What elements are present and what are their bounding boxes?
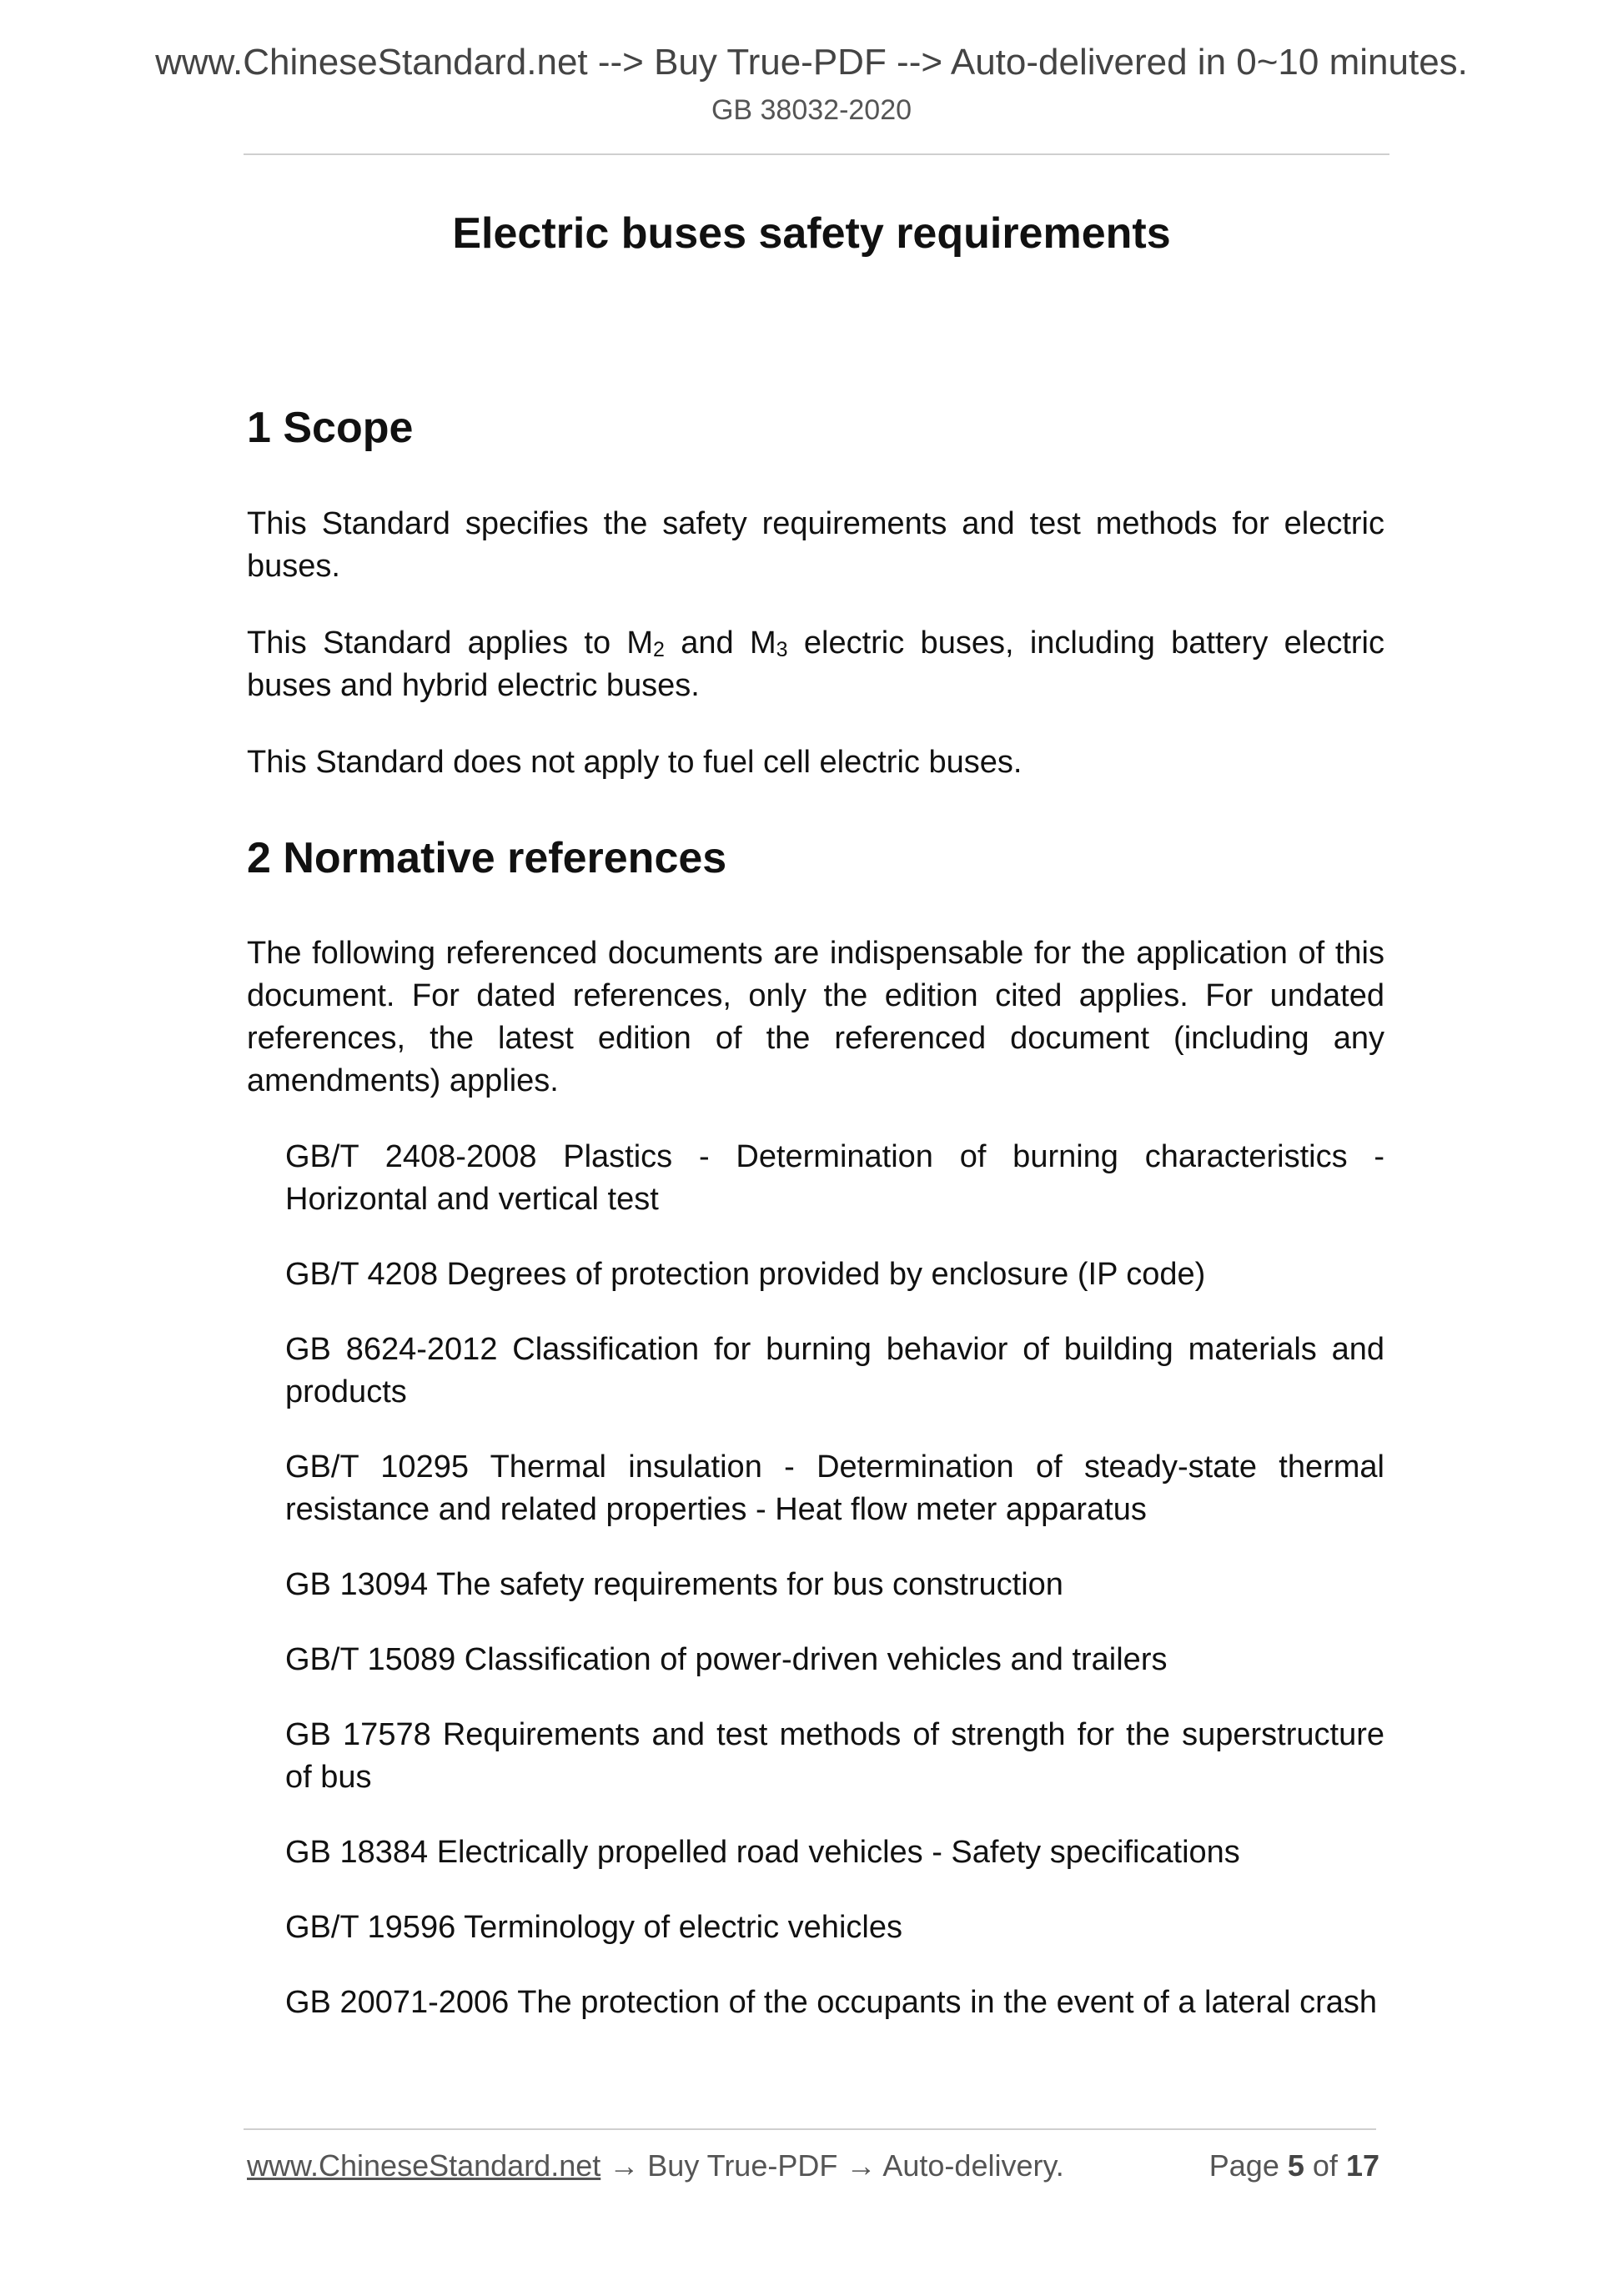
page-label: Page — [1208, 2148, 1279, 2183]
page-current: 5 — [1287, 2148, 1304, 2183]
footer-divider — [244, 2128, 1376, 2130]
header-banner: www.ChineseStandard.net --> Buy True-PDF --> Auto-delivered in 0~10 minutes. — [155, 42, 1468, 83]
page-header — [0, 40, 1623, 128]
footer-buy-text: Buy True-PDF — [647, 2148, 838, 2183]
footer-site-link[interactable]: www.ChineseStandard.net — [247, 2148, 601, 2183]
document-title: Electric buses safety requirements — [452, 209, 1171, 258]
section-heading-scope: 1 Scope — [247, 404, 414, 452]
page-footer — [247, 2145, 1379, 2187]
standard-number: GB 38032-2020 — [711, 94, 912, 126]
scope-p2-text-c: electric buses, including battery electric buses and hybrid electric buses. — [247, 625, 1384, 703]
reference-item: GB 20071-2006 The protection of the occupants in the event of a lateral crash — [285, 1985, 1378, 2020]
page-total: 17 — [1345, 2148, 1379, 2183]
reference-item: GB 18384 Electrically propelled road vehicles - Safety specifications — [285, 1835, 1240, 1870]
scope-paragraph-2 — [247, 622, 1384, 707]
reference-item: GB/T 2408-2008 Plastics - Determination of burning characteristics - Horizontal and vertical test — [285, 1139, 1384, 1217]
reference-item: GB 17578 Requirements and test methods of strength for the superstructure of bus — [285, 1717, 1384, 1795]
scope-p2-text-b: and M — [664, 625, 776, 661]
reference-item: GB/T 19596 Terminology of electric vehicles — [285, 1910, 902, 1945]
subscript-3: 3 — [776, 638, 788, 661]
reference-list — [285, 1136, 1384, 2057]
section-heading-normative-references: 2 Normative references — [247, 834, 727, 882]
footer-delivery-text: Auto-delivery. — [882, 2148, 1064, 2183]
scope-paragraph-3: This Standard does not apply to fuel cell electric buses. — [247, 745, 1023, 780]
arrow-right-icon: → — [609, 2148, 640, 2183]
header-divider — [244, 153, 1389, 155]
scope-p2-text-a: This Standard applies to M — [247, 625, 654, 661]
reference-item: GB/T 15089 Classification of power-driven vehicles and trailers — [285, 1642, 1168, 1677]
reference-item: GB/T 4208 Degrees of protection provided by enclosure (IP code) — [285, 1257, 1206, 1292]
reference-item: GB/T 10295 Thermal insulation - Determination of steady-state thermal resistance and related properties - Heat flow meter apparatus — [285, 1449, 1384, 1527]
page-number — [1209, 2145, 1379, 2187]
reference-item: GB 13094 The safety requirements for bus construction — [285, 1567, 1063, 1602]
scope-paragraph-1: This Standard specifies the safety requirements and test methods for electric buses. — [247, 506, 1384, 584]
normative-intro-paragraph: The following referenced documents are indispensable for the application of this document. For dated references, only the edition cited applies. For undated references, the latest edition of the referenced document (including any amendments) applies. — [247, 936, 1384, 1098]
page-of-label: of — [1312, 2148, 1338, 2183]
reference-item: GB 8624-2012 Classification for burning behavior of building materials and products — [285, 1332, 1384, 1409]
arrow-right-icon: → — [846, 2148, 877, 2183]
subscript-2: 2 — [653, 638, 665, 661]
